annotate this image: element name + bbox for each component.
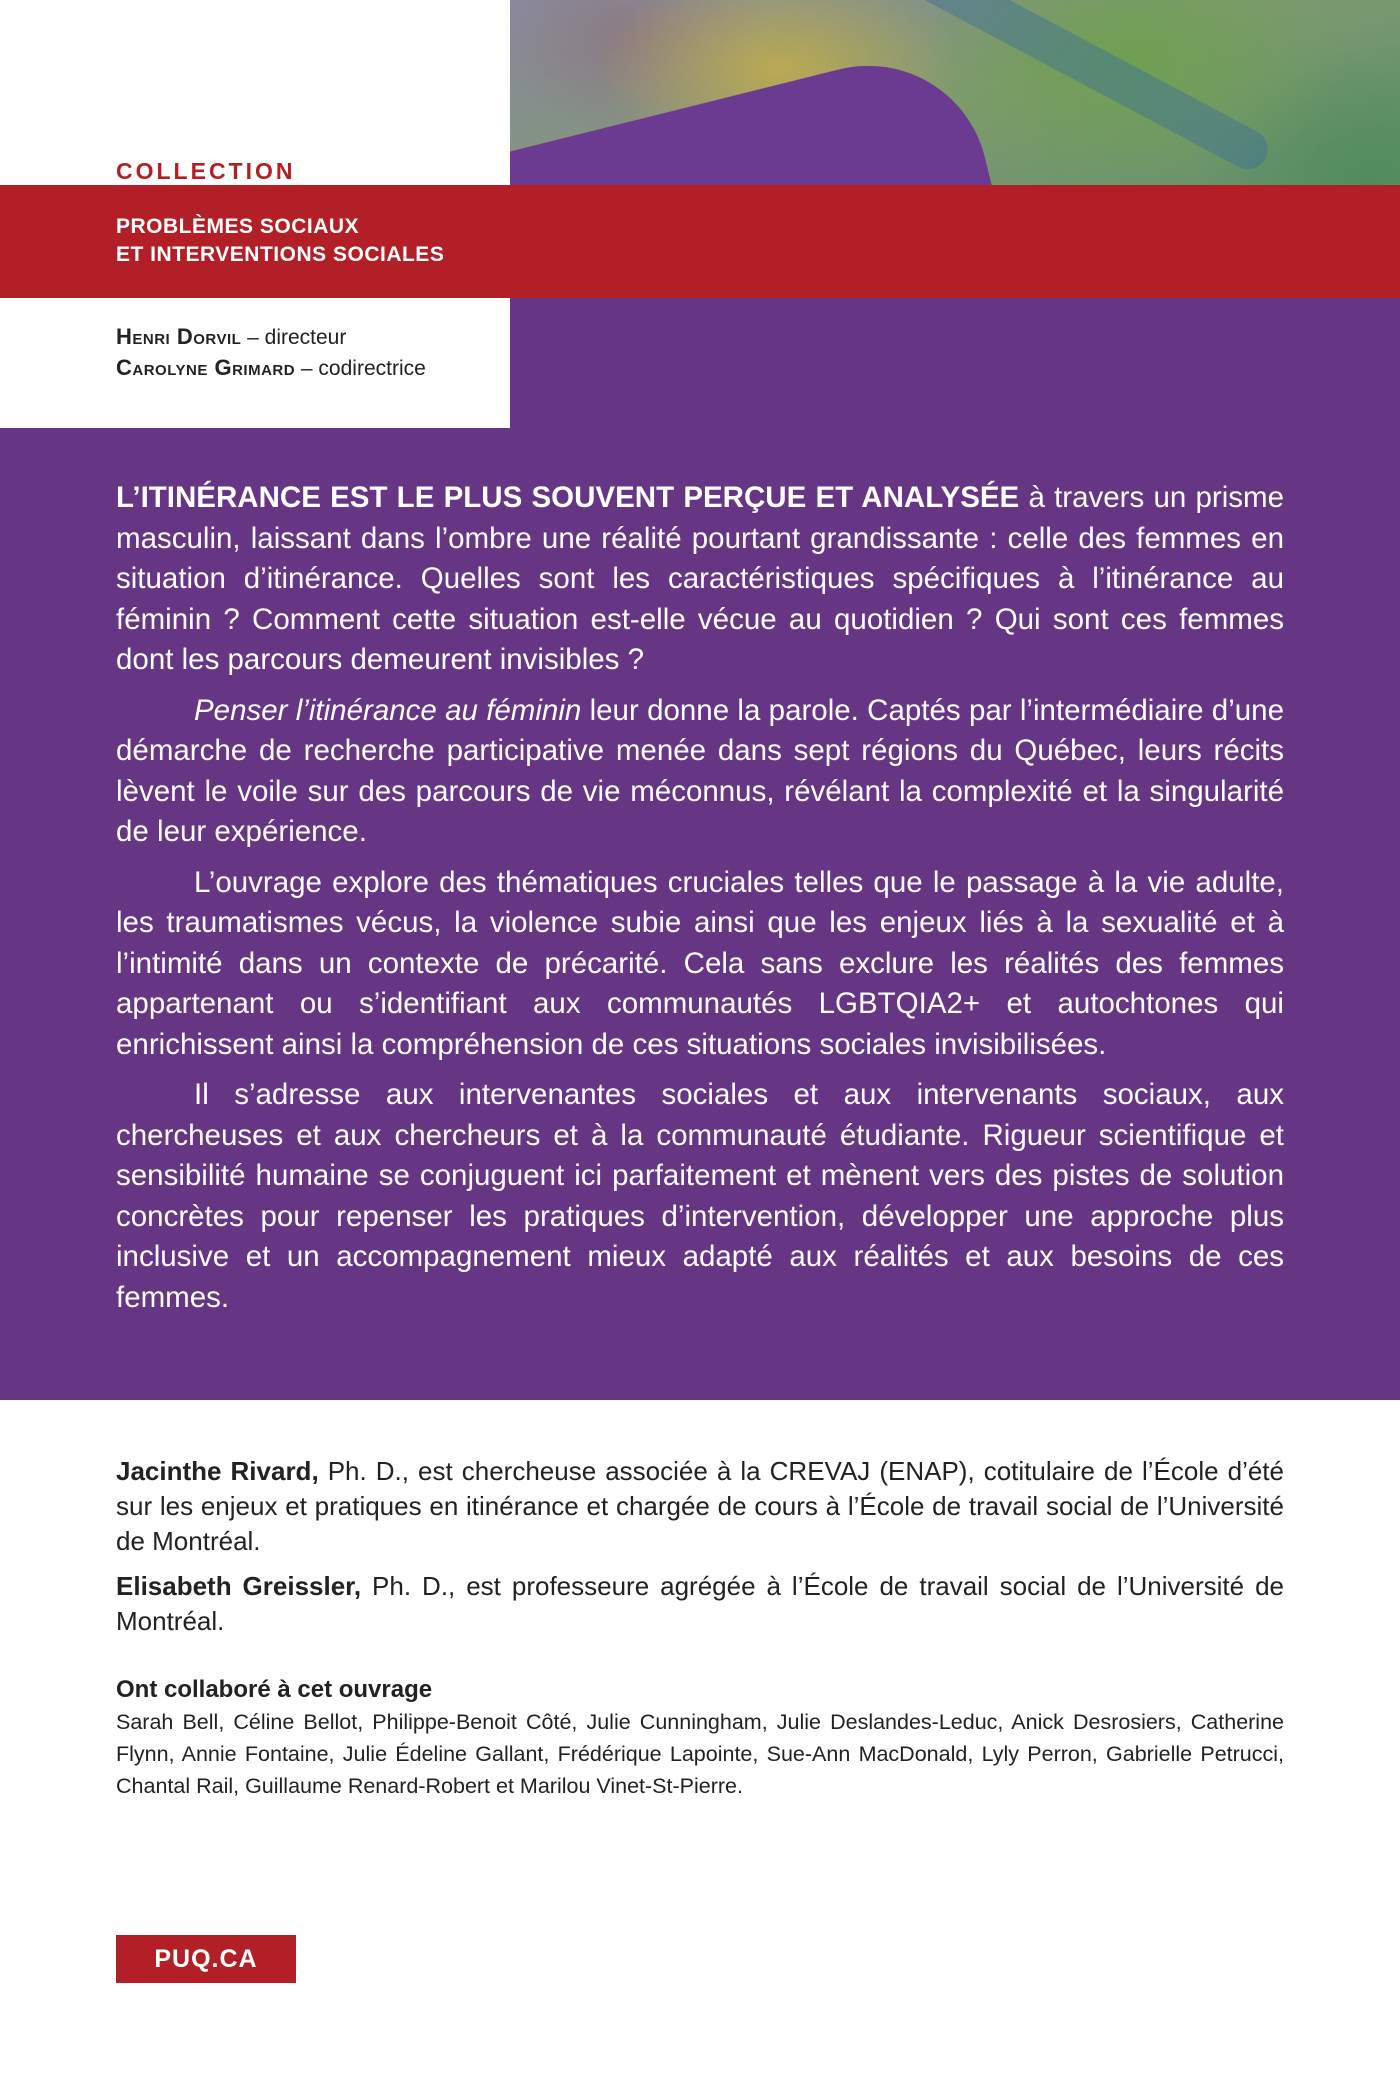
author-bio-1 (116, 1454, 1284, 1559)
summary-paragraph-4: Il s’adresse aux intervenantes sociales et aux intervenants sociaux, aux chercheuses et aux chercheurs et à la communauté étudiante. Rigueur scientifique et sensibilité humaine se conjuguent ici parfaitement et mènent vers des pistes de solution concrètes pour repenser les pratiques d’intervention, développer une approche plus inclusive et un accompagnement mieux adapté aux réalités et aux besoins de ces femmes. (116, 1078, 1284, 1314)
summary-paragraph-2 (116, 691, 1284, 853)
series-band (0, 185, 1400, 298)
summary-panel (0, 298, 1400, 1400)
author-name: Elisabeth Greissler, (116, 1571, 362, 1601)
editor-name: Henri Dorvil (116, 324, 242, 349)
summary-paragraph-3: L’ouvrage explore des thématiques cruciales telles que le passage à la vie adulte, les traumatismes vécus, la violence subie ainsi que les enjeux liés à la sexualité et à l’intimité dans un contexte de précarité. Cela sans exclure les réalités des femmes appartenant ou s’identifiant aux communautés LGBTQIA2+ et autochtones qui enrichissent ainsi la compréhension de ces situations sociales invisibilisées. (116, 865, 1284, 1061)
series-editors (116, 322, 426, 384)
series-title-line-1: PROBLÈMES SOCIAUX (116, 215, 360, 238)
collaborators-list: Sarah Bell, Céline Bellot, Philippe-Benoit Côté, Julie Cunningham, Julie Deslandes-Leduc, Anick Desrosiers, Catherine Flynn, Annie Fontaine, Julie Édeline Gallant, Frédérique Lapointe, Sue-Ann MacDonald, Lyly Perron, Gabrielle Petrucci, Chantal Rail, Guillaume Renard-Robert et Marilou Vinet-St-Pierre. (116, 1710, 1284, 1798)
collection-label: COLLECTION (116, 158, 296, 184)
summary-p1-text: à travers un prisme masculin, laissant dans l’ombre une réalité pourtant grandissante : celle des femmes en situation d’itinérance. Quelles sont les caractéristiques spécifiques à l’itinérance au féminin ? Comment cette situation est-elle vécue au quotidien ? Qui sont ces femmes dont les parcours demeurent invisibles ? (116, 481, 1284, 676)
editor-role: – codirectrice (295, 357, 426, 380)
author-bio-text: Ph. D., est professeure agrégée à l’École de travail social de l’Université de Montréal. (116, 1571, 1284, 1636)
author-bio-2 (116, 1569, 1284, 1639)
author-bios (116, 1454, 1284, 1649)
series-title-line-2: ET INTERVENTIONS SOCIALES (116, 243, 445, 266)
publisher-url-badge[interactable]: PUQ.CA (116, 1935, 296, 1983)
editor-2 (116, 353, 426, 384)
book-title: Penser l’itinérance au féminin (194, 693, 582, 727)
editor-1 (116, 322, 426, 353)
collaborators-heading: Ont collaboré à cet ouvrage (116, 1676, 433, 1703)
editor-name: Carolyne Grimard (116, 355, 296, 380)
summary-paragraph-1 (116, 478, 1284, 681)
summary-lead: L’ITINÉRANCE EST LE PLUS SOUVENT PERÇUE ET ANALYSÉE (116, 481, 1020, 514)
author-name: Jacinthe Rivard, (116, 1456, 319, 1486)
author-bio-text: Ph. D., est chercheuse associée à la CREVAJ (ENAP), cotitulaire de l’École d’été sur les enjeux et pratiques en itinérance et chargée de cours à l’École de travail social de l’Université de Montréal. (116, 1456, 1284, 1556)
editor-role: – directeur (241, 326, 347, 349)
book-summary (116, 478, 1284, 1328)
summary-p2-text: leur donne la parole. Captés par l’intermédiaire d’une démarche de recherche participative menée dans sept régions du Québec, leurs récits lèvent le voile sur des parcours de vie méconnus, révélant la complexité et la singularité de leur expérience. (116, 693, 1284, 848)
